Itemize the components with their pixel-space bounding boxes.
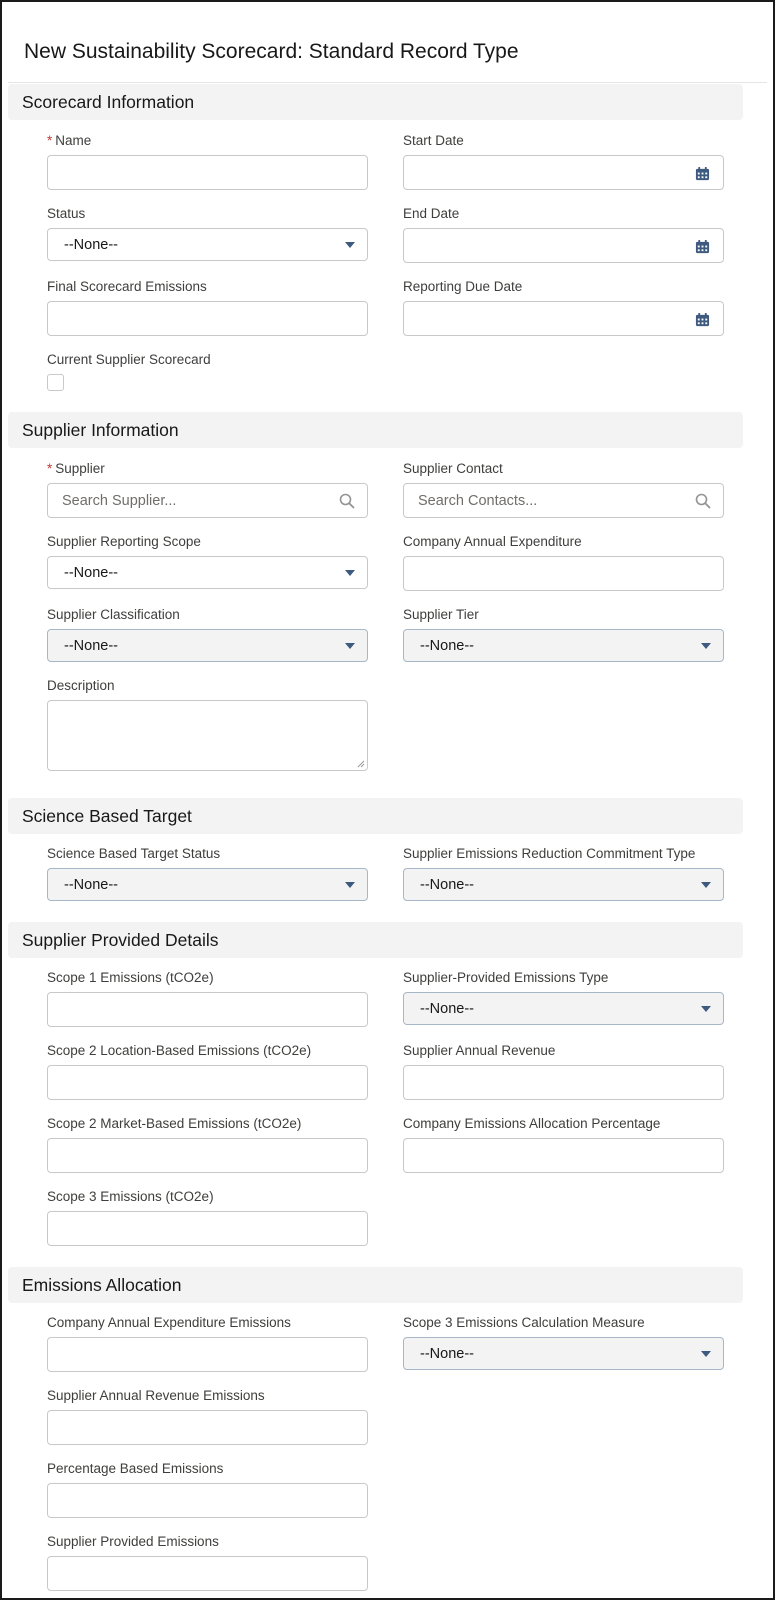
company-annual-expenditure-input[interactable] [403,556,724,591]
supplier-provided-emissions-type-value: --None-- [420,1001,474,1017]
header-divider [8,82,767,83]
revenue-emissions-label: Supplier Annual Revenue Emissions [47,1388,265,1403]
final-emissions-input[interactable] [47,301,368,336]
supplier-classification-value: --None-- [64,638,118,654]
expenditure-emissions-input[interactable] [47,1337,368,1372]
resize-handle-icon[interactable] [357,760,365,768]
section-title: Supplier Information [22,420,179,440]
supplier-provided-emissions-type-label: Supplier-Provided Emissions Type [403,970,609,985]
section-title: Supplier Provided Details [22,930,219,950]
supplier-provided-emissions-input[interactable] [47,1556,368,1591]
description-textarea[interactable] [47,700,368,771]
chevron-down-icon [701,1351,711,1357]
required-asterisk: * [47,133,53,148]
chevron-down-icon [701,1006,711,1012]
chevron-down-icon [345,643,355,649]
current-supplier-scorecard-checkbox[interactable] [47,374,64,391]
scope2-location-emissions-label: Scope 2 Location-Based Emissions (tCO2e) [47,1043,312,1058]
required-asterisk: * [47,461,53,476]
search-icon [339,493,355,509]
company-annual-expenditure-label: Company Annual Expenditure [403,534,582,549]
final-emissions-label: Final Scorecard Emissions [47,279,207,294]
scope1-emissions-input[interactable] [47,992,368,1027]
supplier-label: * Supplier [47,461,105,476]
name-label: * Name [47,133,92,148]
chevron-down-icon [345,882,355,888]
supplier-tier-select[interactable] [403,629,724,662]
section-title: Emissions Allocation [22,1275,182,1295]
name-input[interactable] [47,155,368,190]
supplier-provided-emissions-label: Supplier Provided Emissions [47,1534,219,1549]
allocation-percentage-label: Company Emissions Allocation Percentage [403,1116,661,1131]
description-label: Description [47,678,115,693]
status-select[interactable] [47,228,368,261]
search-icon [695,493,711,509]
allocation-percentage-input[interactable] [403,1138,724,1173]
percentage-emissions-input[interactable] [47,1483,368,1518]
section-header-scorecard-information[interactable] [8,84,743,120]
page-title: New Sustainability Scorecard: Standard Record Type [24,40,519,63]
supplier-reporting-scope-value: --None-- [64,565,118,581]
start-date-label: Start Date [403,133,464,148]
start-date-input[interactable] [403,155,724,190]
supplier-tier-label: Supplier Tier [403,607,479,622]
section-header-supplier-provided-details[interactable] [8,922,743,958]
end-date-label: End Date [403,206,460,221]
section-header-emissions-allocation[interactable] [8,1267,743,1303]
status-label: Status [47,206,86,221]
scope2-market-emissions-label: Scope 2 Market-Based Emissions (tCO2e) [47,1116,302,1131]
calendar-icon[interactable] [695,166,710,181]
section-title: Science Based Target [22,806,192,826]
calendar-icon[interactable] [695,239,710,254]
chevron-down-icon [345,570,355,576]
section-header-supplier-information[interactable] [8,412,743,448]
scope1-emissions-label: Scope 1 Emissions (tCO2e) [47,970,214,985]
reduction-commitment-type-value: --None-- [420,877,474,893]
supplier-provided-emissions-type-select[interactable] [403,992,724,1025]
scope3-calculation-measure-label: Scope 3 Emissions Calculation Measure [403,1315,645,1330]
reporting-due-date-input[interactable] [403,301,724,336]
sbt-status-label: Science Based Target Status [47,846,221,861]
scope3-emissions-input[interactable] [47,1211,368,1246]
chevron-down-icon [701,643,711,649]
supplier-lookup-placeholder: Search Supplier... [62,493,177,509]
scope3-calculation-measure-value: --None-- [420,1346,474,1362]
chevron-down-icon [345,242,355,248]
expenditure-emissions-label: Company Annual Expenditure Emissions [47,1315,291,1330]
calendar-icon[interactable] [695,312,710,327]
chevron-down-icon [701,882,711,888]
revenue-emissions-input[interactable] [47,1410,368,1445]
supplier-tier-value: --None-- [420,638,474,654]
reduction-commitment-type-label: Supplier Emissions Reduction Commitment Type [403,846,696,861]
reduction-commitment-type-select[interactable] [403,868,724,901]
section-header-science-based-target[interactable] [8,798,743,834]
end-date-input[interactable] [403,228,724,263]
sbt-status-value: --None-- [64,877,118,893]
reporting-due-date-label: Reporting Due Date [403,279,523,294]
supplier-contact-placeholder: Search Contacts... [418,493,538,509]
supplier-annual-revenue-input[interactable] [403,1065,724,1100]
section-title: Scorecard Information [22,92,195,112]
supplier-reporting-scope-label: Supplier Reporting Scope [47,534,201,549]
supplier-contact-lookup-input[interactable] [403,483,724,518]
supplier-annual-revenue-label: Supplier Annual Revenue [403,1043,556,1058]
supplier-lookup-input[interactable] [47,483,368,518]
supplier-classification-label: Supplier Classification [47,607,180,622]
sbt-status-select[interactable] [47,868,368,901]
scope3-emissions-label: Scope 3 Emissions (tCO2e) [47,1189,214,1204]
current-supplier-scorecard-label: Current Supplier Scorecard [47,352,211,367]
scope2-market-emissions-input[interactable] [47,1138,368,1173]
scope2-location-emissions-input[interactable] [47,1065,368,1100]
percentage-emissions-label: Percentage Based Emissions [47,1461,224,1476]
supplier-reporting-scope-select[interactable] [47,556,368,589]
supplier-classification-select[interactable] [47,629,368,662]
supplier-contact-label: Supplier Contact [403,461,503,476]
status-select-value: --None-- [64,237,118,253]
scope3-calculation-measure-select[interactable] [403,1337,724,1370]
